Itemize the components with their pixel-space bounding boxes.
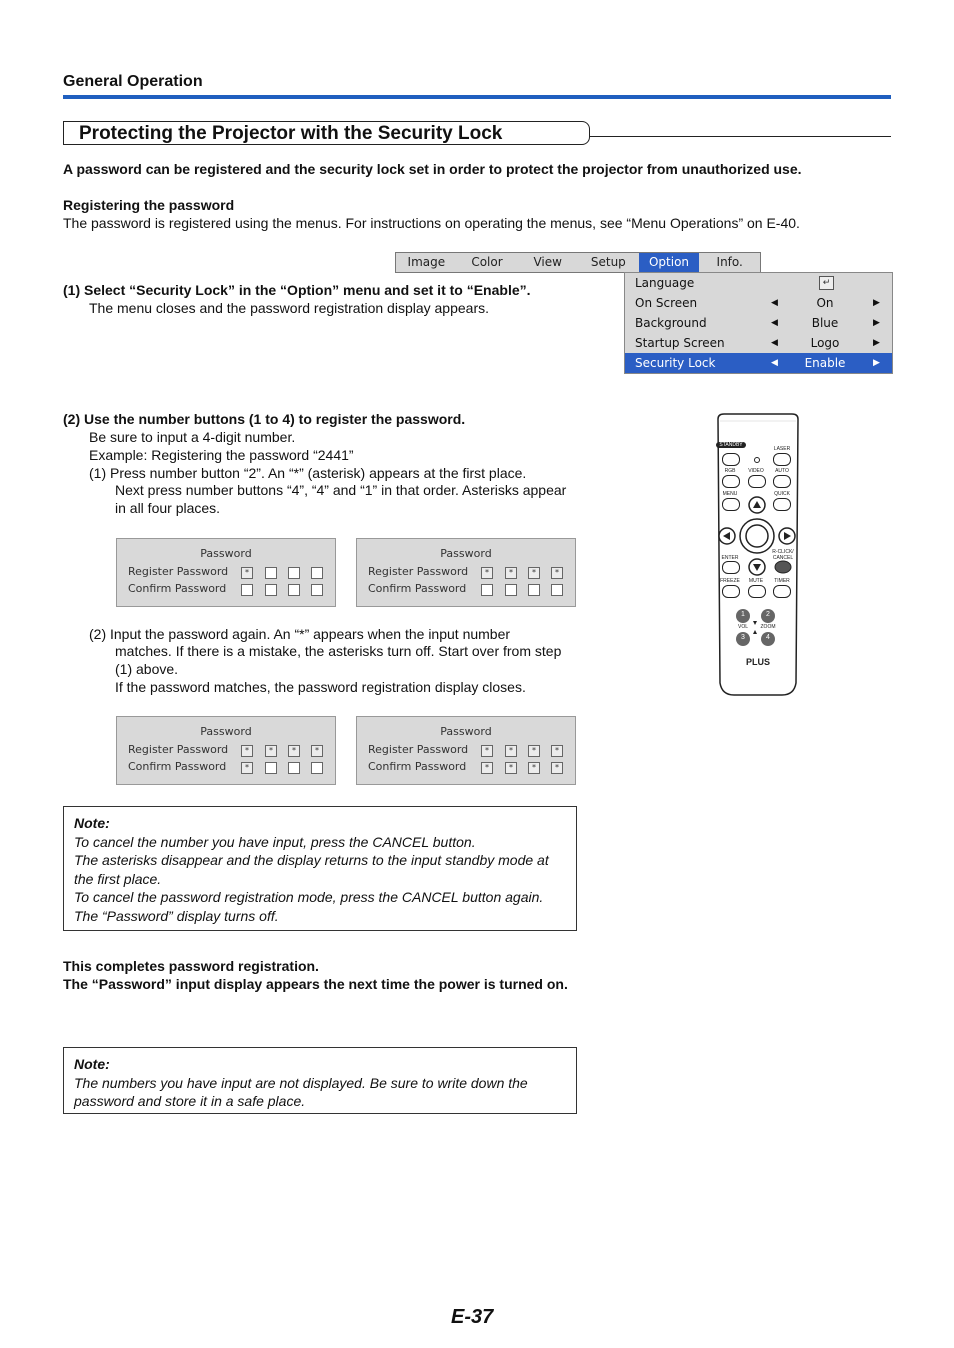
auto-button [773, 475, 791, 488]
menu-row-language [625, 273, 892, 293]
password-digit: * [241, 745, 253, 757]
standby-button [722, 453, 740, 466]
enter-label: ENTER [721, 555, 739, 561]
password-screen [116, 716, 336, 785]
laser-button [773, 453, 791, 466]
enter-button [722, 561, 740, 574]
confirm-digit [528, 584, 540, 596]
header-rule [63, 95, 891, 99]
timer-button [773, 585, 791, 598]
password-digit [311, 567, 323, 579]
note-label: Note: [74, 1056, 110, 1072]
menu-row-value: Blue [811, 316, 839, 330]
complete-text: This completes password registration. [63, 958, 319, 974]
right-arrow-icon: ▶ [873, 318, 880, 328]
confirm-digit [311, 762, 323, 774]
tab-info: Info. [716, 255, 743, 269]
left-arrow-icon: ◀ [771, 338, 778, 348]
menu-row-value: On [816, 296, 834, 310]
note-label: Note: [74, 815, 110, 831]
step2-sub1: in all four places. [115, 500, 221, 516]
tab-option: Option [639, 253, 700, 272]
freeze-button [722, 585, 740, 598]
tab-color: Color [471, 255, 503, 269]
menu-button [722, 498, 740, 511]
menu-row-label: Startup Screen [635, 336, 725, 350]
password-digit: * [481, 567, 493, 579]
menu-row-value: Logo [810, 336, 840, 350]
confirm-digit: * [481, 762, 493, 774]
menu-row-startup-screen [625, 333, 892, 353]
quick-label: QUICK [774, 491, 790, 497]
step1-text: The menu closes and the password registration display appears. [89, 300, 489, 316]
remote-control-illustration [710, 413, 805, 698]
register-label: Register Password [368, 565, 469, 578]
step1-heading: (1) Select “Security Lock” in the “Option” menu and set it to “Enable”. [63, 282, 531, 298]
confirm-digit [551, 584, 563, 596]
mute-label: MUTE [748, 578, 764, 584]
menu-label: MENU [722, 491, 738, 497]
confirm-digit [241, 584, 253, 596]
step2-sub1: (1) Press number button “2”. An “*” (asterisk) appears at the first place. [89, 465, 527, 481]
menu-row-on-screen [625, 293, 892, 313]
password-digit: * [311, 745, 323, 757]
number-1-button: 1 [741, 611, 745, 618]
number-3-button: 3 [741, 634, 745, 641]
confirm-digit [505, 584, 517, 596]
tab-view: View [533, 255, 562, 269]
menu-row-label: Language [635, 276, 695, 290]
step2-sub2: (2) Input the password again. An “*” appears when the input number [89, 626, 511, 642]
menu-row-label: Security Lock [635, 356, 716, 370]
menu-row-value: Enable [804, 356, 846, 370]
confirm-digit [288, 762, 300, 774]
step2-sub1: Next press number buttons “4”, “4” and “1” in that order. Asterisks appear [115, 482, 567, 498]
password-title: Password [440, 725, 492, 738]
right-arrow-icon: ▶ [873, 358, 880, 368]
confirm-label: Confirm Password [368, 760, 467, 773]
confirm-digit [265, 584, 277, 596]
tab-setup: Setup [590, 255, 626, 269]
menu-row-label: On Screen [635, 296, 698, 310]
registering-heading: Registering the password [63, 197, 235, 213]
register-label: Register Password [128, 743, 229, 756]
freeze-label: FREEZE [720, 578, 740, 584]
password-digit: * [528, 567, 540, 579]
timer-label: TIMER [774, 578, 790, 584]
note-text: To cancel the password registration mode, press the CANCEL button again. The “Password” display turns off. [74, 889, 544, 924]
mute-button [748, 585, 766, 598]
option-menu-panel [624, 272, 893, 374]
note-text: To cancel the number you have input, press the CANCEL button. [74, 833, 476, 850]
step2-heading: (2) Use the number buttons (1 to 4) to register the password. [63, 411, 466, 427]
step2-sub2: matches. If there is a mistake, the asterisks turn off. Start over from step [115, 643, 562, 659]
password-digit [288, 567, 300, 579]
step2-sub2: (1) above. [115, 661, 179, 677]
confirm-digit [288, 584, 300, 596]
rclick-cancel-label: R-CLICK/ CANCEL [772, 549, 794, 561]
video-label: VIDEO [748, 468, 764, 474]
note-text: The asterisks disappear and the display returns to the input standby mode at the first place. [74, 852, 549, 887]
password-screen [356, 716, 576, 785]
page-title: Protecting the Projector with the Security Lock [63, 121, 590, 145]
password-screen [116, 538, 336, 607]
registering-text: The password is registered using the menus. For instructions on operating the menus, see “Menu Operations” on E-40. [63, 215, 800, 231]
password-title: Password [440, 547, 492, 560]
right-arrow-icon: ▶ [873, 298, 880, 308]
video-button [748, 475, 766, 488]
zoom-label: ZOOM [760, 624, 776, 630]
confirm-digit [265, 762, 277, 774]
vol-label: VOL [737, 624, 748, 630]
intro-text: A password can be registered and the security lock set in order to protect the projector from unauthorized use. [63, 161, 802, 177]
password-title: Password [200, 725, 252, 738]
note-box [63, 806, 577, 931]
password-digit: * [265, 745, 277, 757]
left-arrow-icon: ◀ [771, 298, 778, 308]
register-label: Register Password [128, 565, 229, 578]
confirm-digit: * [241, 762, 253, 774]
password-title: Password [200, 547, 252, 560]
menu-tab-bar [395, 252, 761, 273]
tab-image: Image [407, 255, 446, 269]
password-digit: * [481, 745, 493, 757]
right-arrow-icon: ▶ [873, 338, 880, 348]
note-text: The numbers you have input are not displayed. Be sure to write down the password and store it in a safe place. [74, 1074, 528, 1109]
section-heading: General Operation [63, 73, 203, 90]
laser-label: LASER [773, 446, 791, 452]
confirm-label: Confirm Password [128, 760, 227, 773]
title-rule [590, 136, 891, 137]
complete-text: The “Password” input display appears the next time the power is turned on. [63, 976, 568, 992]
password-screen [356, 538, 576, 607]
menu-row-label: Background [635, 316, 707, 330]
password-digit [265, 567, 277, 579]
rgb-label: RGB [724, 468, 736, 474]
confirm-digit [481, 584, 493, 596]
password-digit: * [551, 567, 563, 579]
menu-row-security-lock [625, 353, 892, 373]
password-digit: * [528, 745, 540, 757]
number-2-button: 2 [766, 611, 770, 618]
password-digit: * [551, 745, 563, 757]
quick-button [773, 498, 791, 511]
confirm-digit: * [528, 762, 540, 774]
enter-icon: ↵ [819, 276, 834, 290]
password-digit: * [241, 567, 253, 579]
note-box [63, 1047, 577, 1114]
page-number: E-37 [451, 1306, 494, 1328]
confirm-label: Confirm Password [368, 582, 467, 595]
auto-label: AUTO [775, 468, 789, 474]
password-digit: * [505, 745, 517, 757]
standby-button-label: STANDBY [716, 442, 746, 448]
password-digit: * [505, 567, 517, 579]
confirm-digit: * [551, 762, 563, 774]
step2-sub2: If the password matches, the password registration display closes. [115, 679, 526, 695]
number-4-button: 4 [766, 634, 770, 641]
register-label: Register Password [368, 743, 469, 756]
rgb-button [722, 475, 740, 488]
confirm-label: Confirm Password [128, 582, 227, 595]
confirm-digit: * [505, 762, 517, 774]
confirm-digit [311, 584, 323, 596]
step2-line: Example: Registering the password “2441” [89, 447, 354, 463]
password-digit: * [288, 745, 300, 757]
left-arrow-icon: ◀ [771, 358, 778, 368]
step2-line: Be sure to input a 4-digit number. [89, 429, 296, 445]
brand-logo: PLUS [745, 657, 770, 667]
menu-row-background [625, 313, 892, 333]
left-arrow-icon: ◀ [771, 318, 778, 328]
